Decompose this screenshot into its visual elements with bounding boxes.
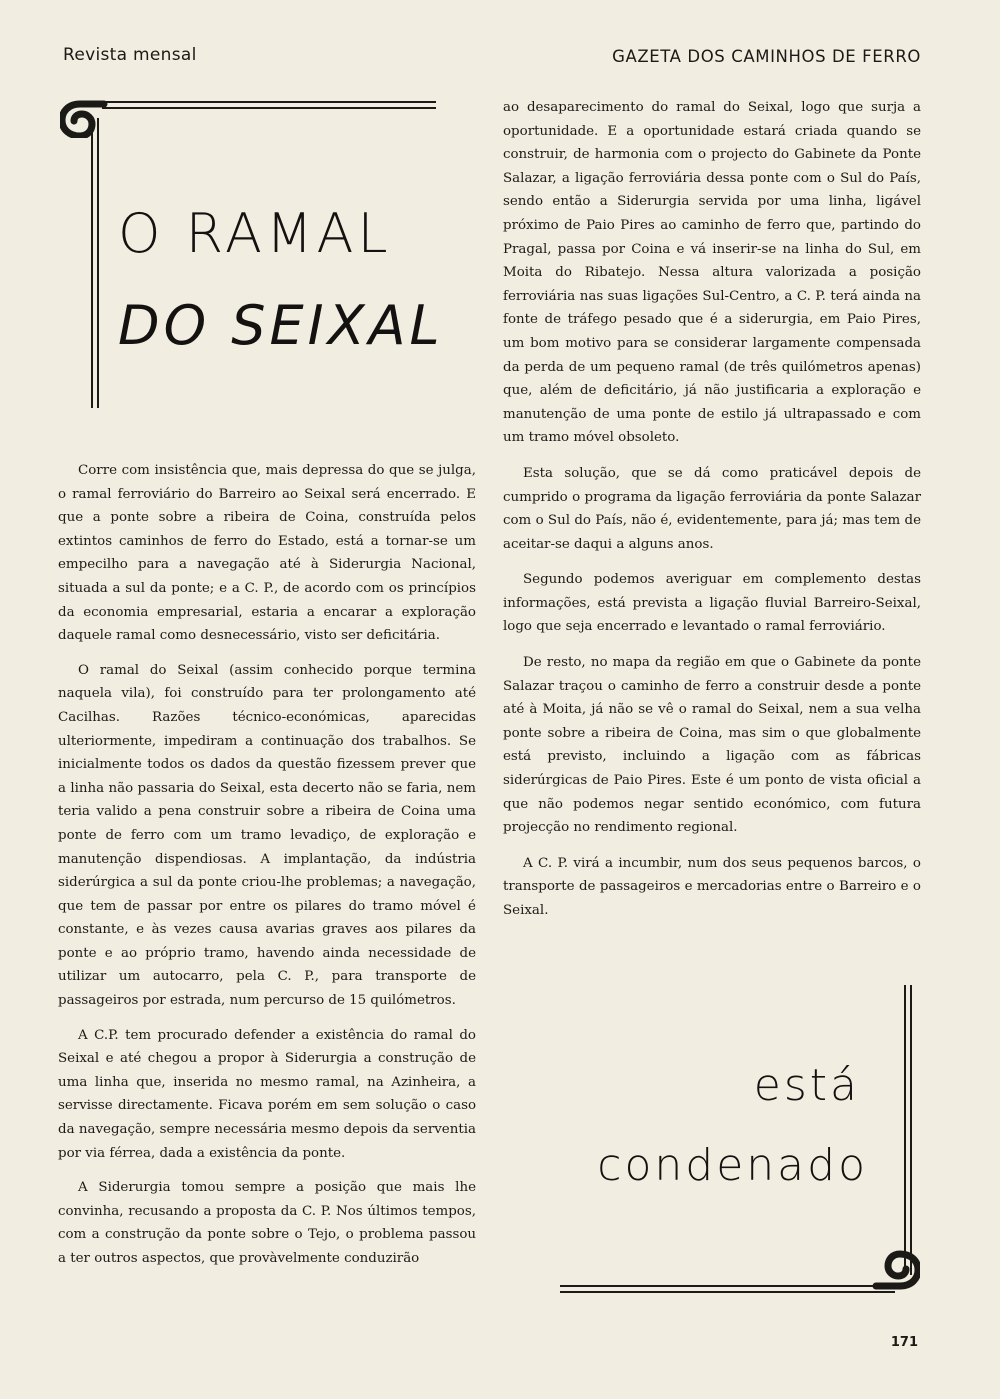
left-column [58, 459, 476, 1271]
paragraph: O ramal do Seixal (assim conhecido porque termina naquela vila), foi construído para ter prolongamento até Cacilhas. Razões técnico-económicas, aparecidas ulteriormente, impediram a continuação dos trabalhos. Se inicialmente todos os dados da questão fizessem prever que a linha não passaria do Seixal, esta decerto não se faria, nem teria valido a pena construir sobre a ribeira de Coina uma ponte de ferro com um tramo levadiço, de exploração e manutenção dispendiosas. A implantação, da indústria siderúrgica a sul da ponte criou-lhe problemas; a navegação, que tem de passar por entre os pilares do tramo móvel é constante, e às vezes causa avarias graves aos pilares da ponte e ao próprio tramo, havendo ainda necessidade de utilizar um autocarro, pela C. P., para transporte de passageiros por estrada, num percurso de 15 quilómetros. [58, 662, 476, 1009]
frame-right-rule [904, 985, 906, 1275]
subtitle-line-2: condenado [597, 1140, 868, 1191]
paragraph: Corre com insistência que, mais depressa do que se julga, o ramal ferroviário do Barreiro ao Seixal será encerrado. E que a ponte sobre a ribeira de Coina, construída pelos extintos caminhos de ferro do Estado, está a tornar-se um empecilho para a navegação até à Siderurgia Nacional, situada a sul da ponte; e a C. P., de acordo com os princípios da economia empresarial, estaria a encarar a exploração daquele ramal como desnecessário, visto ser deficitária. [58, 463, 476, 644]
paragraph: Segundo podemos averiguar em complemento destas informações, está prevista a ligação fluvial Barreiro-Seixal, logo que seja encerrado e levantado o ramal ferroviário. [503, 572, 921, 635]
header-right: GAZETA DOS CAMINHOS DE FERRO [612, 47, 921, 66]
paragraph: A Siderurgia tomou sempre a posição que mais lhe convinha, recusando a proposta da C. P. Nos últimos tempos, com a construção da ponte sobre o Tejo, o problema passou a ter outros aspectos, que provàvelmente conduzirão [58, 1180, 476, 1266]
frame-top-rule [102, 101, 436, 103]
title-line-1: O RAMAL [118, 202, 392, 265]
frame-right-rule [910, 985, 912, 1275]
paragraph: A C. P. virá a incumbir, num dos seus pequenos barcos, o transporte de passageiros e mercadorias entre o Barreiro e o Seixal. [503, 855, 921, 918]
article-subtitle [597, 1046, 868, 1206]
scroll-ornament-icon [872, 1248, 920, 1292]
paragraph: Esta solução, que se dá como praticável depois de cumprido o programa da ligação ferroviária da ponte Salazar com o Sul do País, não é, evidentemente, para já; mas tem de aceitar-se daqui a alguns anos. [503, 465, 921, 552]
paragraph: ao desaparecimento do ramal do Seixal, logo que surja a oportunidade. E a oportunidade estará criada quando se construir, de harmonia com o projecto do Gabinete da Ponte Salazar, a ligação ferroviária dessa ponte com o Sul do País, sendo então a Siderurgia servida por uma linha, ligável próximo de Paio Pires ao caminho de ferro que, partindo do Pragal, passa por Coina e vá inserir-se na linha do Sul, em Moita do Ribatejo. Nessa altura valorizada a posição ferroviária nas suas ligações Sul-Centro, a C. P. terá ainda na fonte de tráfego pesado que é a siderurgia, em Paio Pires, um bom motivo para se considerar largamente compensada da perda de um pequeno ramal (de três quilómetros apenas) que, além de deficitário, já não justificaria a exploração e manutenção de uma ponte de estilo já ultrapassado e com um tramo móvel obsoleto. [503, 100, 921, 446]
frame-bottom-rule [560, 1291, 895, 1293]
frame-left-rule [97, 118, 99, 408]
page-number: 171 [890, 1335, 918, 1350]
article-title [118, 188, 444, 372]
paragraph: De resto, no mapa da região em que o Gabinete da ponte Salazar traçou o caminho de ferro a construir desde a ponte até à Moita, já não se vê o ramal do Seixal, nem a sua velha ponte sobre a ribeira de Coina, mas sim o que globalmente está previsto, incluindo a ligação com as fábricas siderúrgicas de Paio Pires. Este é um ponto de vista oficial a que não podemos negar sentido económico, com futura projecção no rendimento regional. [503, 655, 921, 836]
scroll-ornament-icon [60, 98, 108, 138]
frame-top-rule [102, 107, 436, 109]
subtitle-line-1: está [753, 1060, 860, 1111]
title-line-2: DO SEIXAL [118, 294, 444, 357]
header-left: Revista mensal [63, 45, 197, 65]
frame-bottom-rule [560, 1285, 895, 1287]
frame-left-rule [91, 118, 93, 408]
paragraph: A C.P. tem procurado defender a existência do ramal do Seixal e até chegou a propor à Siderurgia a construção de uma linha que, inserida no mesmo ramal, na Azinheira, a servisse directamente. Ficava porém em sem solução o caso da navegação, sempre necessária mesmo depois da serventia por via férrea, dada a existência da ponte. [58, 1027, 476, 1161]
right-column [503, 96, 921, 935]
